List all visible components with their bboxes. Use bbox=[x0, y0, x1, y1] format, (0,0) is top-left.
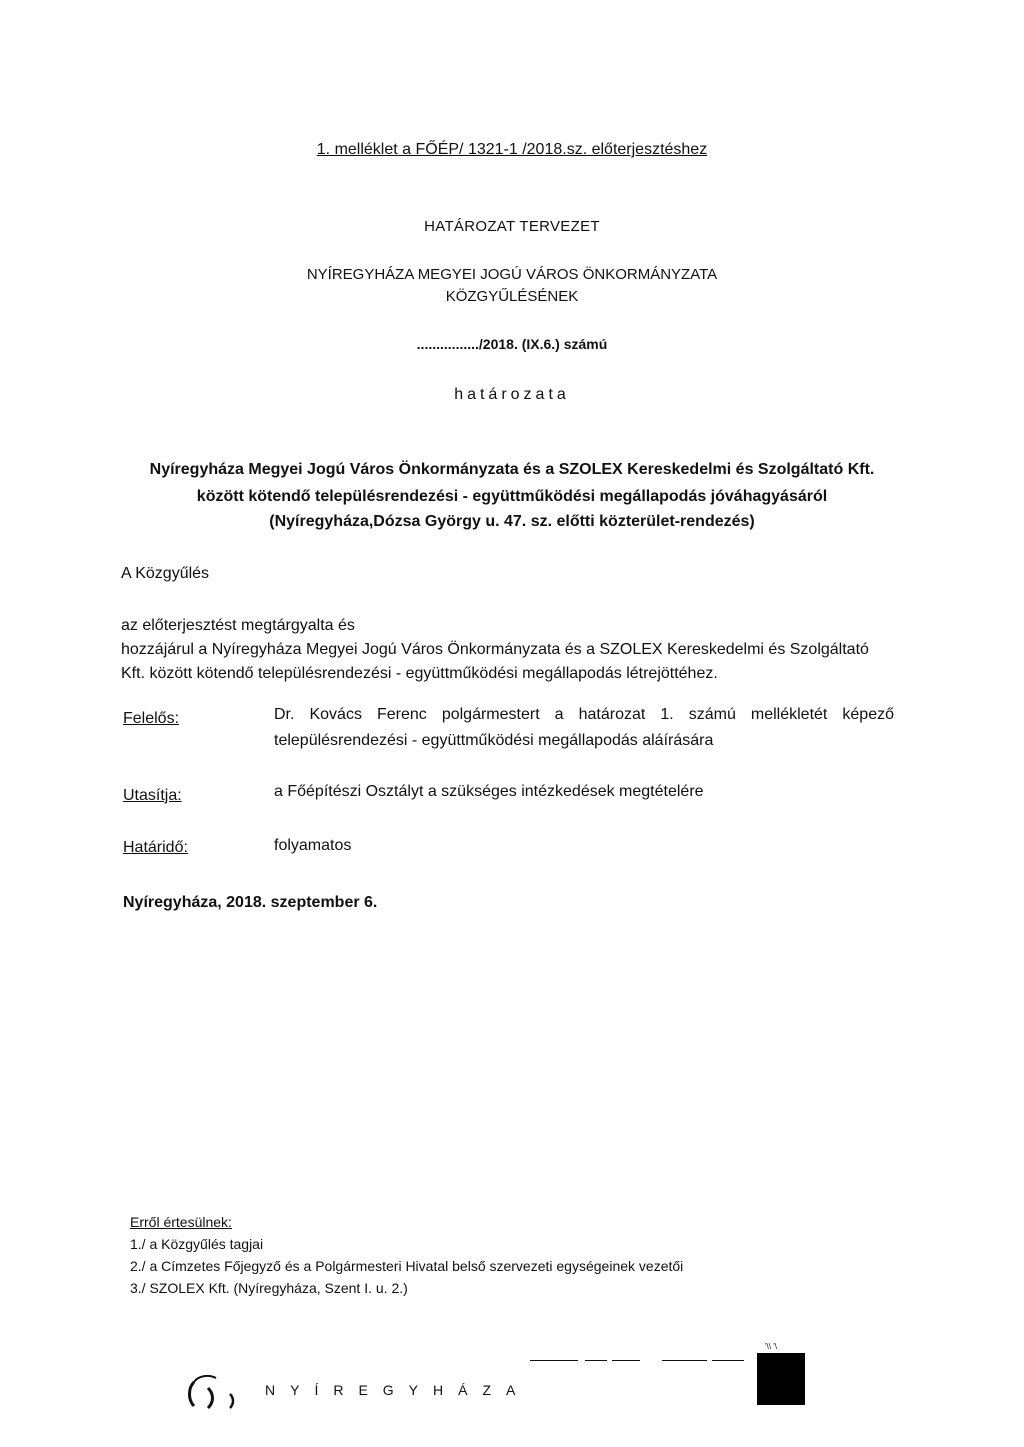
instructs-value: a Főépítészi Osztályt a szükséges intézkedések megtételére bbox=[274, 783, 704, 800]
date-line: Nyíregyháza, 2018. szeptember 6. bbox=[123, 894, 378, 911]
draft-heading: HATÁROZAT TERVEZET bbox=[424, 218, 600, 235]
footer-divider bbox=[530, 1360, 578, 1361]
resolution-word: határozata bbox=[454, 386, 570, 403]
assembly-heading-line2: KÖZGYŰLÉSÉNEK bbox=[445, 288, 579, 305]
notification-item: 3./ SZOLEX Kft. (Nyíregyháza, Szent I. u. 2.) bbox=[130, 1280, 408, 1296]
footer-divider bbox=[612, 1360, 640, 1361]
body-line-1: az előterjesztést megtárgyalta és bbox=[121, 617, 355, 634]
responsible-word: 1. bbox=[660, 706, 674, 723]
responsible-word: a bbox=[554, 706, 564, 723]
notification-title: Erről értesülnek: bbox=[130, 1214, 232, 1230]
responsible-label: Felelős: bbox=[123, 710, 180, 727]
notification-item: 1./ a Közgyűlés tagjai bbox=[130, 1236, 264, 1252]
annex-reference: 1. melléklet a FŐÉP/ 1321-1 /2018.sz. előterjesztéshez bbox=[316, 141, 708, 158]
notification-item: 2./ a Címzetes Főjegyző és a Polgármesteri Hivatal belső szervezeti egységeinek vezetői bbox=[130, 1258, 684, 1274]
responsible-word: számú bbox=[688, 706, 736, 723]
footer-divider bbox=[712, 1360, 744, 1361]
responsible-word: Kovács bbox=[309, 706, 362, 723]
resolution-number: ................/2018. (IX.6.) számú bbox=[416, 336, 608, 352]
body-line-3: Kft. között kötendő településrendezési - együttműködési megállapodás létrejöttéhez. bbox=[121, 665, 718, 682]
assembly-heading-line1: NYÍREGYHÁZA MEGYEI JOGÚ VÁROS ÖNKORMÁNYZATA bbox=[306, 266, 718, 283]
deadline-label: Határidő: bbox=[123, 839, 188, 856]
instructs-label: Utasítja: bbox=[123, 787, 182, 804]
responsible-word: Dr. bbox=[274, 706, 295, 723]
footer-divider bbox=[585, 1360, 607, 1361]
title-line-3: (Nyíregyháza,Dózsa György u. 47. sz. előtti közterület-rendezés) bbox=[269, 513, 755, 530]
responsible-word: polgármestert bbox=[441, 706, 540, 723]
responsible-word: Ferenc bbox=[376, 706, 427, 723]
responsible-line-2: településrendezési - együttműködési megállapodás aláírására bbox=[274, 732, 714, 749]
assembly-label: A Közgyűlés bbox=[121, 565, 210, 582]
black-block bbox=[757, 1353, 805, 1405]
responsible-word: képező bbox=[842, 706, 894, 723]
footer-divider bbox=[662, 1360, 707, 1361]
responsible-line-1 bbox=[274, 706, 894, 724]
deadline-value: folyamatos bbox=[274, 837, 352, 854]
title-line-1: Nyíregyháza Megyei Jogú Város Önkormányzata és a SZOLEX Kereskedelmi és Szolgáltató Kft. bbox=[149, 461, 875, 478]
responsible-word: mellékletét bbox=[750, 706, 828, 723]
stamp-mark: '\\ '\ bbox=[765, 1342, 777, 1351]
responsible-word: határozat bbox=[578, 706, 646, 723]
city-brand-text: NYÍREGYHÁZA bbox=[265, 1382, 531, 1398]
city-logo-icon bbox=[186, 1372, 246, 1412]
title-line-2: között kötendő településrendezési - együttműködési megállapodás jóváhagyásáról bbox=[196, 488, 828, 505]
body-line-2: hozzájárul a Nyíregyháza Megyei Jogú Város Önkormányzata és a SZOLEX Kereskedelmi és Szolgáltató bbox=[121, 641, 869, 658]
